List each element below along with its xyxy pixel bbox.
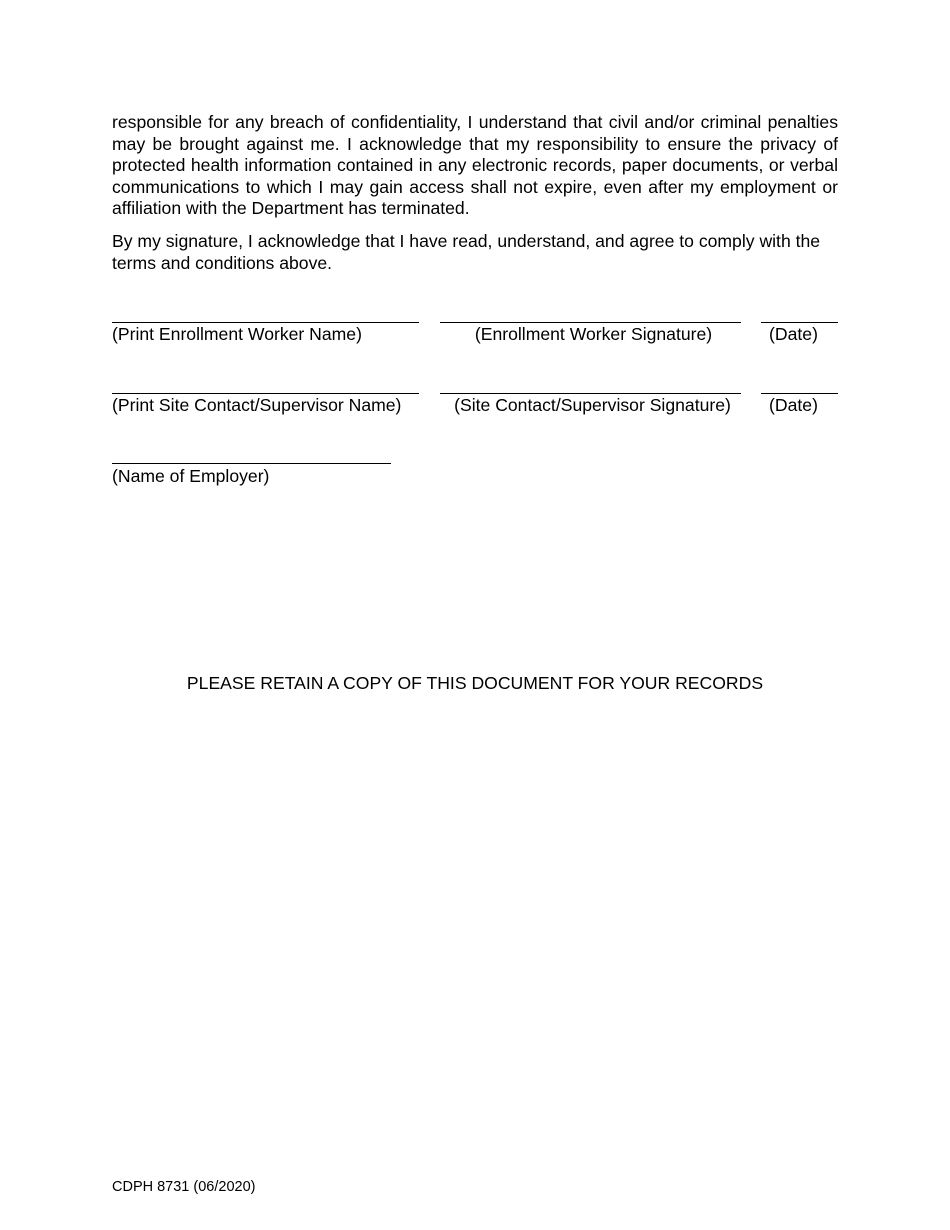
form-identifier: CDPH 8731 (06/2020): [112, 1179, 256, 1195]
supervisor-date-line[interactable]: [761, 393, 838, 394]
supervisor-signature-line[interactable]: [440, 393, 741, 394]
confidentiality-paragraph: responsible for any breach of confidentiality, I understand that civil and/or criminal penalties may be brought against me. I acknowledge that my responsibility to ensure the privacy of protected health information contained in any electronic records, paper documents, or verbal communications to which I may gain access shall not expire, even after my employment or affiliation with the Department has terminated.: [112, 112, 838, 218]
employer-name-line[interactable]: [112, 463, 391, 464]
enrollment-worker-signature-line[interactable]: [440, 322, 741, 323]
enrollment-worker-name-label: (Print Enrollment Worker Name): [112, 324, 362, 344]
supervisor-signature-label: (Site Contact/Supervisor Signature): [454, 395, 731, 415]
supervisor-date-label: (Date): [769, 395, 818, 415]
supervisor-name-line[interactable]: [112, 393, 419, 394]
employer-name-label: (Name of Employer): [112, 466, 270, 486]
retain-copy-notice: PLEASE RETAIN A COPY OF THIS DOCUMENT FOR YOUR RECORDS: [186, 673, 764, 693]
acknowledgement-paragraph: By my signature, I acknowledge that I have read, understand, and agree to comply with the terms and conditions above.: [112, 231, 821, 273]
enrollment-worker-name-line[interactable]: [112, 322, 419, 323]
enrollment-worker-date-label: (Date): [769, 324, 818, 344]
enrollment-worker-signature-label: (Enrollment Worker Signature): [474, 324, 713, 344]
enrollment-worker-date-line[interactable]: [761, 322, 838, 323]
supervisor-name-label: (Print Site Contact/Supervisor Name): [112, 395, 402, 415]
